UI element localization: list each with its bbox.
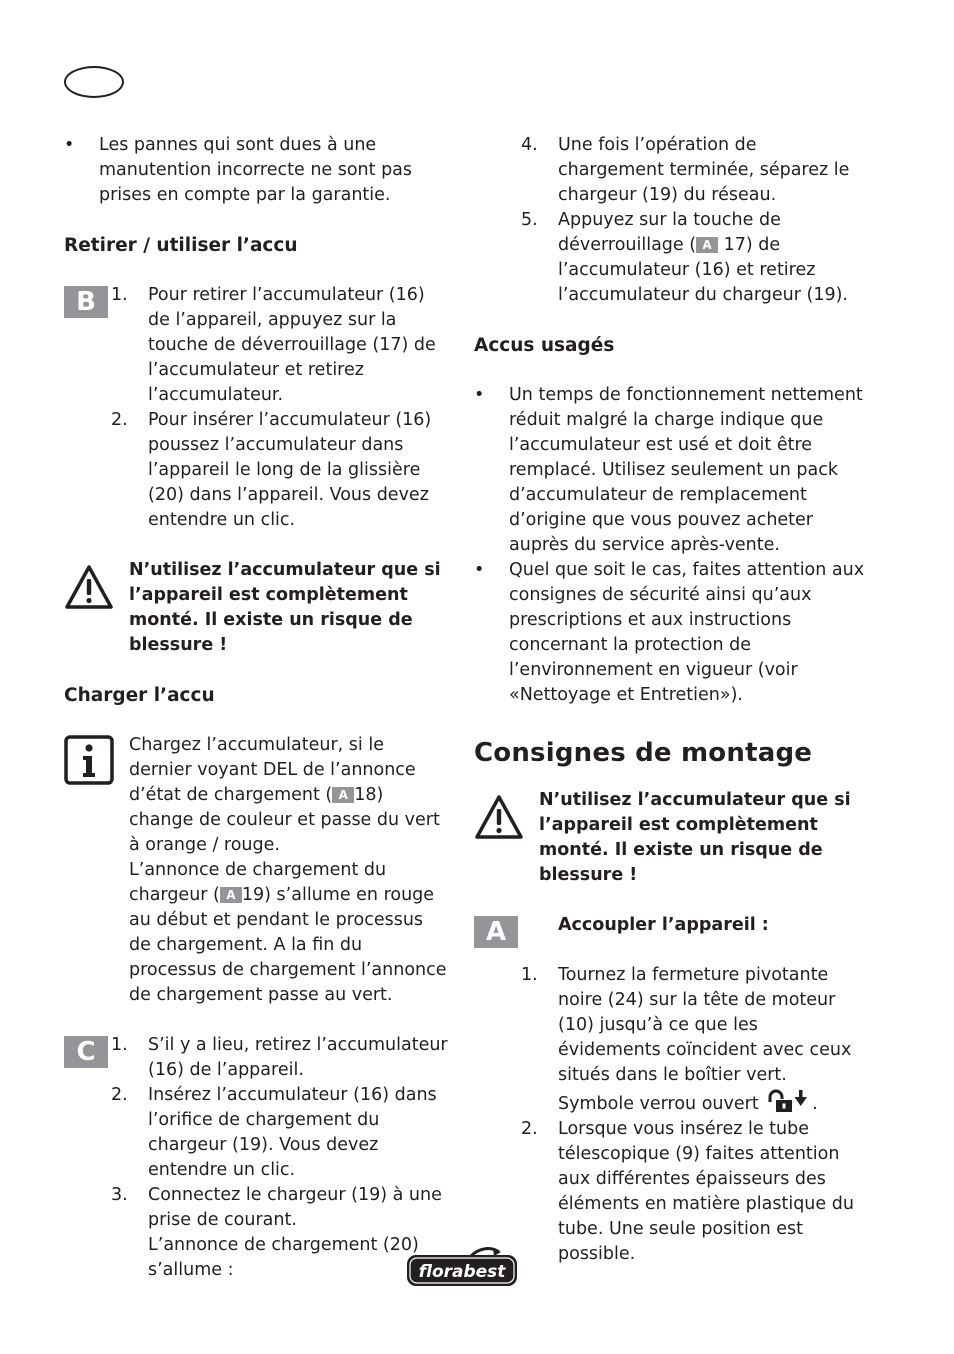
step-a-marker: A: [474, 916, 518, 948]
bullet-text: Quel que soit le cas, faites attention aux consignes de sécurité ainsi qu’aux prescriptions et aux instructions concernant la protection de l’environnement en vigueur (voir «Nettoyage et Entretien»).: [509, 560, 865, 705]
heading-accoupler: Accoupler l’appareil :: [558, 915, 769, 935]
list-item: [64, 1033, 450, 1083]
list-item: [64, 1083, 450, 1183]
info-icon: [64, 735, 114, 785]
item-text: S’il y a lieu, retirez l’accumulateur (16) de l’appareil.: [148, 1035, 448, 1080]
list-item: [474, 963, 866, 1117]
warning-block: [474, 788, 866, 888]
charger-steps: [64, 1033, 450, 1283]
bullet-icon: •: [64, 135, 75, 155]
info-paragraph-2: [129, 858, 450, 1008]
list-item: [64, 1183, 450, 1283]
retirer-steps: [64, 283, 450, 533]
language-badge: [64, 66, 124, 98]
item-number: 3.: [111, 1185, 128, 1205]
info-text: 18) change de couleur et passe du vert à orange / rouge.: [129, 785, 440, 855]
item-number: 1.: [521, 965, 538, 985]
item-text: Tournez la fermeture pivotante noire (24) sur la tête de moteur (10) jusqu’à ce que les évidements coïncident avec ceux situés dans le boîtier vert. Symbole verrou ouvert: [558, 965, 852, 1114]
list-item: [474, 383, 866, 558]
bullet-icon: •: [474, 560, 485, 580]
item-number: 2.: [111, 410, 128, 430]
item-text: .: [812, 1094, 818, 1114]
ref-a-badge: A: [696, 237, 718, 253]
heading-charger: Charger l’accu: [64, 685, 215, 706]
ref-a-badge: A: [332, 787, 354, 803]
list-item: [474, 133, 866, 208]
heading-accus: Accus usagés: [474, 335, 615, 356]
warning-block: [64, 558, 450, 658]
heading-retirer: Retirer / utiliser l’accu: [64, 235, 298, 256]
item-text: 17) de l’accumulateur (16) et retirez l’accumulateur du chargeur (19).: [558, 235, 848, 305]
montage-steps: [474, 963, 866, 1267]
item-text: Appuyez sur la touche de déverrouillage (: [558, 210, 781, 255]
warning-text: N’utilisez l’accumulateur que si l’appareil est complètement monté. Il existe un risque de blessure !: [129, 560, 441, 655]
item-text: Pour insérer l’accumulateur (16) poussez l’accumulateur dans l’appareil le long de la glissière (20) dans l’appareil. Vous devez entendre un clic.: [148, 410, 432, 530]
item-text: Connectez le chargeur (19) à une prise de courant.: [148, 1185, 442, 1230]
item-text: Insérez l’accumulateur (16) dans l’orifice de chargement du chargeur (19). Vous devez entendre un clic.: [148, 1085, 437, 1180]
left-column: [64, 133, 450, 1283]
item-number: 2.: [521, 1119, 538, 1139]
list-item: [474, 558, 866, 708]
list-item: [474, 1117, 866, 1267]
item-number: 2.: [111, 1085, 128, 1105]
item-number: 4.: [521, 135, 538, 155]
item-subtext: L’annonce de chargement (20) s’allume :: [148, 1235, 419, 1280]
bullet-text: Un temps de fonctionnement nettement réduit malgré la charge indique que l’accumulateur est usé et doit être remplacé. Utilisez seulement un pack d’accumulateur de remplacement d’origine que vous pouvez acheter auprès du service après-vente.: [509, 385, 863, 555]
info-block: [64, 733, 450, 1008]
warning-icon: [64, 564, 114, 610]
warning-icon: [474, 794, 524, 840]
florabest-logo: [405, 1246, 519, 1288]
info-text: 19) s’allume en rouge au début et pendant le processus de chargement. A la fin du processus de chargement l’annonce de chargement passe au vert.: [129, 885, 447, 1005]
accus-list: [474, 383, 866, 708]
right-column: [474, 133, 866, 1267]
warning-text: N’utilisez l’accumulateur que si l’appareil est complètement monté. Il existe un risque de blessure !: [539, 790, 851, 885]
info-text: Chargez l’accumulateur, si le dernier voyant DEL de l’annonce d’état de chargement (: [129, 735, 416, 805]
item-number: 1.: [111, 285, 128, 305]
list-item: [64, 133, 450, 208]
charger-steps-continued: [474, 133, 866, 308]
ref-a-badge: A: [220, 887, 242, 903]
step-b-marker: B: [64, 286, 108, 318]
item-text: Une fois l’opération de chargement terminée, séparez le chargeur (19) du réseau.: [558, 135, 850, 205]
item-number: 5.: [521, 210, 538, 230]
item-text: Lorsque vous insérez le tube télescopique (9) faites attention aux différentes épaisseurs des éléments en matière plastique du tube. Une seule position est possible.: [558, 1119, 854, 1264]
item-number: 1.: [111, 1035, 128, 1055]
list-item: [474, 208, 866, 308]
heading-montage: Consignes de montage: [474, 738, 813, 768]
item-text: Pour retirer l’accumulateur (16) de l’appareil, appuyez sur la touche de déverrouillage (17) de l’accumulateur et retirez l’accumulateur.: [148, 285, 436, 405]
info-text: L’annonce de chargement du chargeur (: [129, 860, 387, 905]
info-paragraph-1: [129, 733, 450, 858]
list-item: [64, 408, 450, 533]
step-c-marker: C: [64, 1036, 108, 1068]
list-item: [64, 283, 450, 408]
accoupler-section: [474, 913, 866, 947]
logo-text: florabest: [418, 1262, 506, 1282]
bullet-icon: •: [474, 385, 485, 405]
open-lock-icon: [764, 1088, 812, 1114]
bullet-text: Les pannes qui sont dues à une manutention incorrecte ne sont pas prises en compte par la garantie.: [99, 135, 413, 205]
